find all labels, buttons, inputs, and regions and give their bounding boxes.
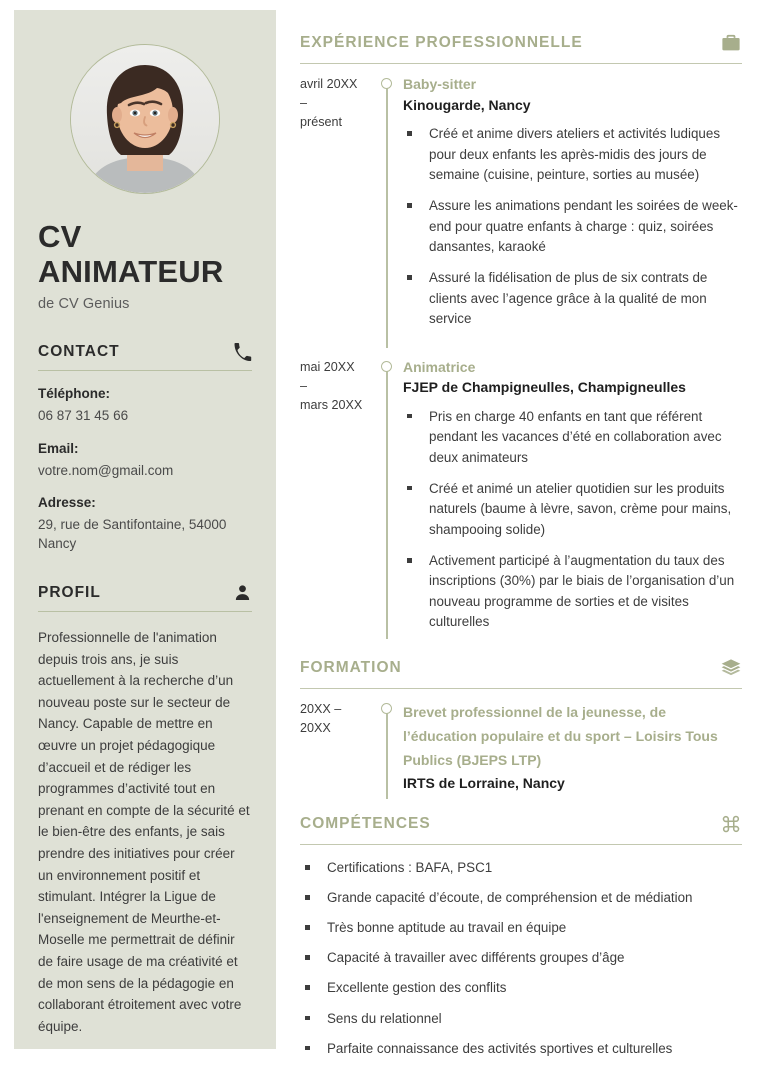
email-value: votre.nom@gmail.com <box>38 462 174 478</box>
timeline-dot <box>381 78 392 89</box>
profil-section <box>38 583 252 1037</box>
section-spacer <box>300 639 742 657</box>
phone-icon <box>233 342 252 361</box>
competences-heading: COMPÉTENCES <box>300 815 431 833</box>
phone-label: Téléphone: <box>38 386 111 402</box>
contact-section <box>38 342 252 553</box>
timeline-rail <box>377 700 403 800</box>
job-organization: FJEP de Champigneulles, Champigneulles <box>403 379 686 396</box>
title-line-2: ANIMATEUR <box>38 253 224 289</box>
date-dash: – <box>300 96 308 111</box>
experience-entry <box>300 336 742 639</box>
experience-entry-date <box>300 75 377 336</box>
avatar <box>70 44 220 194</box>
job-title: Baby-sitter <box>403 76 477 92</box>
experience-entry-date <box>300 358 377 639</box>
timeline-line <box>386 708 388 800</box>
list-item: Certifications : BAFA, PSC1 <box>300 858 742 878</box>
contact-field-email <box>38 441 252 480</box>
avatar-wrapper <box>38 44 252 194</box>
competences-divider <box>300 844 742 845</box>
contact-header <box>38 342 252 361</box>
date-start: avril 20XX <box>300 77 358 91</box>
formation-entry <box>300 689 742 800</box>
timeline-line <box>386 83 388 348</box>
skills-list <box>300 858 742 1059</box>
list-item: Pris en charge 40 enfants en tant que référent pendant les vacances d’été en collaboration avec deux animateurs <box>403 407 742 468</box>
main-column <box>276 10 754 1056</box>
skills-container <box>300 858 742 1059</box>
contact-heading: CONTACT <box>38 342 120 360</box>
date-end: présent <box>300 115 343 130</box>
formation-heading: FORMATION <box>300 658 402 676</box>
date-end: mars 20XX <box>300 397 363 412</box>
job-bullets <box>403 407 742 633</box>
degree-title: Brevet professionnel de la jeunesse, de l’éducation populaire et du sport – Loisirs Tous Publics (BJEPS LTP) <box>403 703 718 768</box>
timeline-dot <box>381 361 392 372</box>
list-item: Activement participé à l’augmentation du taux des inscriptions (30%) par le biais de l’organisation d’un nouveau programme de sorties et de visites culturelles <box>403 551 742 633</box>
experience-entry-body <box>403 358 742 639</box>
title-subtitle: de CV Genius <box>38 296 130 313</box>
competences-header <box>300 813 742 835</box>
list-item: Assuré la fidélisation de plus de six contrats de clients avec l’agence grâce à la qualité de mon service <box>403 268 742 329</box>
profil-divider <box>38 611 252 612</box>
profil-text: Professionnelle de l'animation depuis trois ans, je suis actuellement à la recherche d’un nouveau poste sur le secteur de Nancy. Capable de mettre en œuvre un projet pédagogique d’accueil et de rédiger les programmes d’activité tout en prenant en compte de la sécurité et le bien-être des enfants, je sais prendre des initiatives pour créer un environnement positif et stimulant. Intégrer la Ligue de l'enseignement de Meurthe-et-Moselle me permettrait de définir de faire usage de ma créativité et de mon sens de la pédagogie en collaborant étroitement avec votre équipe. <box>38 630 250 1034</box>
profil-heading: PROFIL <box>38 583 101 601</box>
list-item: Capacité à travailler avec différents groupes d’âge <box>300 948 742 968</box>
phone-value: 06 87 31 45 66 <box>38 408 129 424</box>
section-spacer <box>300 799 742 813</box>
competences-section <box>300 813 742 1059</box>
title-line-1: CV <box>38 219 82 254</box>
list-item: Créé et anime divers ateliers et activités ludiques pour deux enfants les après-midis des jours de semaine (cuisine, peinture, sorties au musée) <box>403 124 742 185</box>
job-title: Animatrice <box>403 358 476 375</box>
sidebar <box>14 10 276 1049</box>
timeline-dot <box>381 703 392 714</box>
graduation-layers-icon <box>720 657 742 679</box>
formation-entry-date <box>300 700 377 800</box>
email-label: Email: <box>38 440 79 456</box>
list-item: Créé et animé un atelier quotidien sur les produits naturels (baume à lèvre, savon, crème pour mains, shampooing solide) <box>403 479 742 540</box>
experience-entry-body <box>403 75 742 336</box>
command-loop-icon <box>720 813 742 835</box>
contact-field-address <box>38 495 252 553</box>
date-start: mai 20XX <box>300 359 355 374</box>
job-organization: Kinougarde, Nancy <box>403 96 531 113</box>
timeline-rail <box>377 358 403 639</box>
user-icon <box>233 583 252 602</box>
formation-section <box>300 657 742 800</box>
formation-header <box>300 657 742 679</box>
experience-entry <box>300 64 742 336</box>
list-item: Parfaite connaissance des activités sportives et culturelles <box>300 1039 742 1059</box>
list-item: Très bonne aptitude au travail en équipe <box>300 918 742 938</box>
address-value: 29, rue de Santifontaine, 54000 Nancy <box>38 516 227 551</box>
list-item: Excellente gestion des conflits <box>300 978 742 998</box>
list-item: Grande capacité d’écoute, de compréhension et de médiation <box>300 888 742 908</box>
briefcase-icon <box>720 32 742 54</box>
formation-entry-body <box>403 700 742 800</box>
experience-section <box>300 32 742 639</box>
timeline-line <box>386 366 388 639</box>
timeline-rail <box>377 75 403 336</box>
page-title <box>38 220 252 312</box>
list-item: Sens du relationnel <box>300 1009 742 1029</box>
school-name: IRTS de Lorraine, Nancy <box>403 774 565 791</box>
date-end: 20XX <box>300 720 331 735</box>
experience-header <box>300 32 742 54</box>
experience-heading: EXPÉRIENCE PROFESSIONNELLE <box>300 34 583 51</box>
contact-field-phone <box>38 386 252 425</box>
contact-divider <box>38 370 252 371</box>
address-label: Adresse: <box>38 494 96 510</box>
job-bullets <box>403 124 742 329</box>
date-start: 20XX – <box>300 701 342 716</box>
date-dash: – <box>300 378 308 393</box>
list-item: Assure les animations pendant les soirées de week-end pour quatre enfants à charge : quiz, soirées dansantes, karaoké <box>403 196 742 257</box>
profil-header <box>38 583 252 602</box>
